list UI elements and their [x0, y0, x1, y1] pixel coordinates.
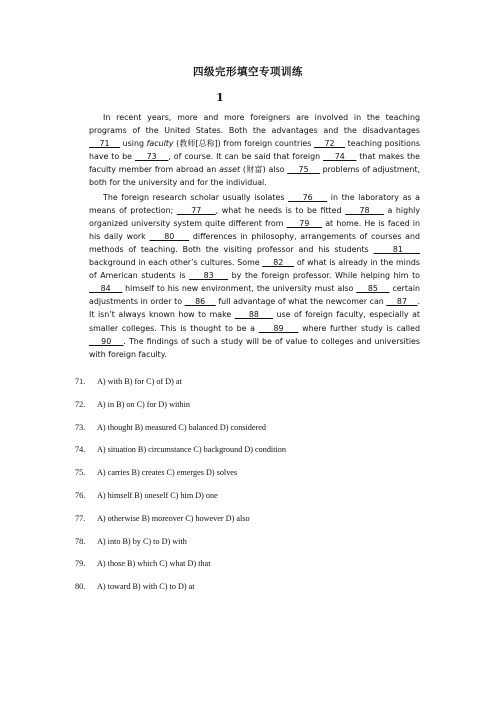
question-number: 73. — [75, 422, 86, 432]
question-item — [75, 377, 435, 400]
italic-term: faculty — [146, 139, 174, 149]
answer-blank: 90 — [89, 336, 124, 346]
answer-blank: 71 — [89, 139, 121, 149]
question-choices: A) thought B) measured C) balanced D) considered — [97, 422, 266, 432]
passage-paragraph-1 — [89, 111, 420, 190]
answer-blank: 74 — [323, 152, 357, 162]
question-number: 76. — [75, 490, 86, 500]
question-choices: A) carries B) creates C) emerges D) solves — [97, 468, 238, 478]
italic-term: asset — [219, 165, 241, 175]
passage-text: in the laboratory as a means of protection; — [89, 192, 420, 215]
answer-blank: 87 — [386, 297, 418, 307]
answer-blank: 80 — [149, 231, 190, 241]
passage-paragraph-2 — [89, 191, 420, 361]
passage-text: . The findings of such a study will be of value to colleges and universities with foreign faculty. — [89, 336, 420, 359]
question-number: 74. — [75, 445, 86, 455]
question-number: 75. — [75, 468, 86, 478]
section-number: 1 — [216, 91, 224, 104]
question-number: 80. — [75, 582, 86, 592]
question-choices: A) otherwise B) moreover C) however D) also — [97, 513, 250, 523]
question-number: 79. — [75, 559, 86, 569]
question-choices: A) those B) which C) what D) that — [97, 559, 211, 569]
passage-text: use of foreign faculty, especially at smaller colleges. This is thought to be a — [89, 310, 421, 333]
passage-text: teaching positions have to be — [89, 139, 421, 162]
question-item — [75, 423, 435, 446]
question-item — [75, 400, 435, 423]
answer-blank: 78 — [345, 205, 384, 215]
answer-blank: 89 — [258, 323, 299, 333]
passage-text: using — [120, 139, 147, 149]
passage-text: , what he needs is to be fitted — [215, 205, 346, 215]
passage-text: a highly organized university system quite different from — [89, 205, 420, 228]
answer-blank: 72 — [314, 139, 346, 149]
passage-text: certain adjustments in order to — [89, 284, 421, 307]
passage-text: The foreign research scholar usually isolates — [103, 192, 289, 202]
passage-text: (财富) also — [240, 165, 288, 175]
question-item — [75, 559, 435, 582]
question-choices: A) into B) by C) to D) with — [97, 536, 187, 546]
question-choices: A) in B) on C) for D) within — [97, 399, 191, 409]
passage-text: background in each other’s cultures. Some — [89, 258, 263, 268]
question-item — [75, 468, 435, 491]
answer-blank: 83 — [189, 271, 229, 281]
answer-blank: 86 — [184, 297, 216, 307]
answer-blank: 84 — [89, 284, 123, 294]
passage-text: full advantage of what the newcomer can — [215, 297, 387, 307]
answer-blank: 73 — [134, 152, 169, 162]
passage-text: himself to his new environment, the university must also — [122, 284, 357, 294]
passage-text: at home. He is faced in his daily work — [89, 218, 420, 241]
answer-blank: 79 — [286, 218, 323, 228]
passage-text: . It isn’t always known how to make — [89, 297, 420, 320]
answer-blank: 76 — [288, 192, 328, 202]
document-title: 四级完形填空专项训练 — [193, 66, 303, 78]
question-choices: A) situation B) circumstance C) background D) condition — [97, 445, 286, 455]
passage-text: of what is already in the minds of American students is — [89, 258, 420, 281]
question-item — [75, 582, 435, 605]
question-item — [75, 491, 435, 514]
cloze-passage — [89, 111, 420, 361]
answer-blank: 82 — [262, 258, 295, 268]
passage-text: where further study is called — [298, 323, 420, 333]
question-number: 78. — [75, 536, 86, 546]
question-number: 72. — [75, 399, 86, 409]
question-options-list — [75, 377, 435, 605]
question-item — [75, 445, 435, 468]
passage-text: problems of adjustment, both for the university and for the individual. — [89, 165, 421, 188]
question-choices: A) himself B) oneself C) him D) one — [97, 490, 218, 500]
question-number: 71. — [75, 377, 86, 386]
question-choices: A) toward B) with C) to D) at — [97, 582, 195, 592]
passage-text: , of course. It can be said that foreign — [168, 152, 324, 162]
question-choices: A) with B) for C) of D) at — [97, 377, 182, 386]
passage-text: differences in philosophy, arrangements of courses and methods of teaching. Both the visiting professor and his students — [89, 231, 421, 254]
question-number: 77. — [75, 513, 86, 523]
question-item — [75, 537, 435, 560]
answer-blank: 85 — [356, 284, 390, 294]
answer-blank: 77 — [176, 205, 216, 215]
answer-blank: 88 — [234, 310, 273, 320]
passage-text: (教师[总称]) from foreign countries — [173, 139, 315, 149]
passage-text: In recent years, more and more foreigners are involved in the teaching programs of the United States. Both the advantages and the disadvantages — [89, 113, 420, 136]
answer-blank: 81 — [373, 244, 421, 254]
answer-blank: 75 — [287, 165, 320, 175]
question-item — [75, 514, 435, 537]
passage-text: that makes the faculty member from abroad an — [89, 152, 421, 175]
passage-text: by the foreign professor. While helping him to — [228, 271, 420, 281]
